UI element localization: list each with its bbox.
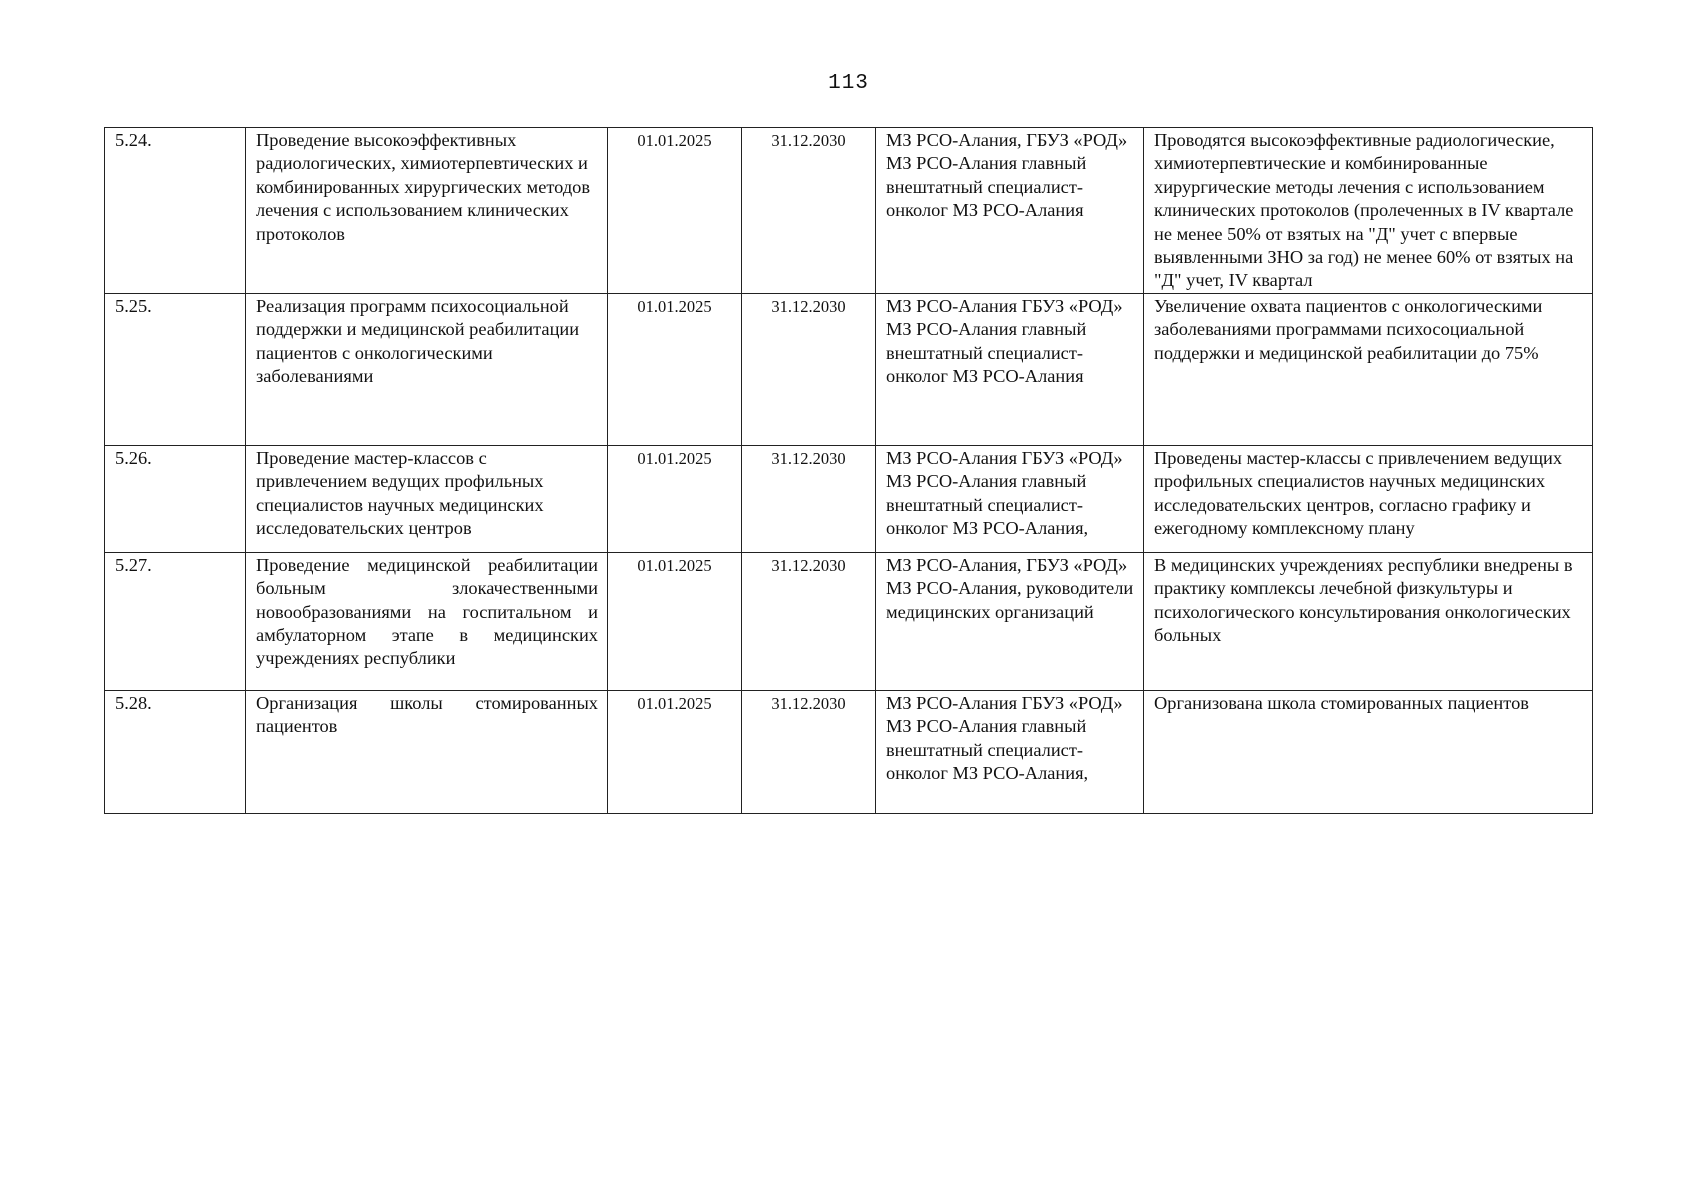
responsible-cell: МЗ РСО-Алания ГБУЗ «РОД» МЗ РСО-Алания главный внештатный специалист-онколог МЗ РСО-Алания, — [876, 445, 1144, 552]
result-cell: Проводятся высокоэффективные радиологические, химиотерпевтические и комбинированные хирургические методы лечения с использованием клинических протоколов (пролеченных в IV квартале не менее 50% от взятых на "Д" учет с впервые выявленными ЗНО за год) не менее 60% от взятых на "Д" учет, IV квартал — [1144, 128, 1593, 294]
activity-cell: Реализация программ психосоциальной поддержки и медицинской реабилитации пациентов с онкологическими заболеваниями — [246, 293, 608, 445]
start-date: 01.01.2025 — [608, 293, 742, 445]
end-date: 31.12.2030 — [742, 445, 876, 552]
responsible-cell: МЗ РСО-Алания ГБУЗ «РОД» МЗ РСО-Алания главный внештатный специалист-онколог МЗ РСО-Алания — [876, 293, 1144, 445]
table-row — [105, 128, 1593, 294]
start-date: 01.01.2025 — [608, 552, 742, 690]
result-cell: В медицинских учреждениях республики внедрены в практику комплексы лечебной физкультуры и психологического консультирования онкологических больных — [1144, 552, 1593, 690]
page-number: 113 — [828, 72, 869, 95]
responsible-cell: МЗ РСО-Алания ГБУЗ «РОД» МЗ РСО-Алания главный внештатный специалист-онколог МЗ РСО-Алания, — [876, 690, 1144, 813]
end-date: 31.12.2030 — [742, 690, 876, 813]
activity-cell: Проведение медицинской реабилитации больным злокачественными новообразованиями на госпитальном и амбулаторном этапе в медицинских учреждениях республики — [246, 552, 608, 690]
table-row — [105, 552, 1593, 690]
responsible-cell: МЗ РСО-Алания, ГБУЗ «РОД» МЗ РСО-Алания, руководители медицинских организаций — [876, 552, 1144, 690]
end-date: 31.12.2030 — [742, 552, 876, 690]
result-cell: Увеличение охвата пациентов с онкологическими заболеваниями программами психосоциальной поддержки и медицинской реабилитации до 75% — [1144, 293, 1593, 445]
end-date: 31.12.2030 — [742, 128, 876, 294]
start-date: 01.01.2025 — [608, 445, 742, 552]
end-date: 31.12.2030 — [742, 293, 876, 445]
item-number: 5.27. — [105, 552, 246, 690]
table-row — [105, 445, 1593, 552]
table-row — [105, 690, 1593, 813]
activity-cell: Проведение высокоэффективных радиологических, химиотерпевтических и комбинированных хирургических методов лечения с использованием клинических протоколов — [246, 128, 608, 294]
item-number: 5.26. — [105, 445, 246, 552]
start-date: 01.01.2025 — [608, 690, 742, 813]
item-number: 5.25. — [105, 293, 246, 445]
responsible-cell: МЗ РСО-Алания, ГБУЗ «РОД» МЗ РСО-Алания главный внештатный специалист-онколог МЗ РСО-Алания — [876, 128, 1144, 294]
activity-cell: Проведение мастер-классов с привлечением ведущих профильных специалистов научных медицинских исследовательских центров — [246, 445, 608, 552]
result-cell: Проведены мастер-классы с привлечением ведущих профильных специалистов научных медицинских исследовательских центров, согласно графику и ежегодному комплексному плану — [1144, 445, 1593, 552]
result-cell: Организована школа стомированных пациентов — [1144, 690, 1593, 813]
item-number: 5.28. — [105, 690, 246, 813]
item-number: 5.24. — [105, 128, 246, 294]
activities-table — [104, 127, 1593, 814]
start-date: 01.01.2025 — [608, 128, 742, 294]
table-row — [105, 293, 1593, 445]
activity-cell: Организация школы стомированных пациентов — [246, 690, 608, 813]
